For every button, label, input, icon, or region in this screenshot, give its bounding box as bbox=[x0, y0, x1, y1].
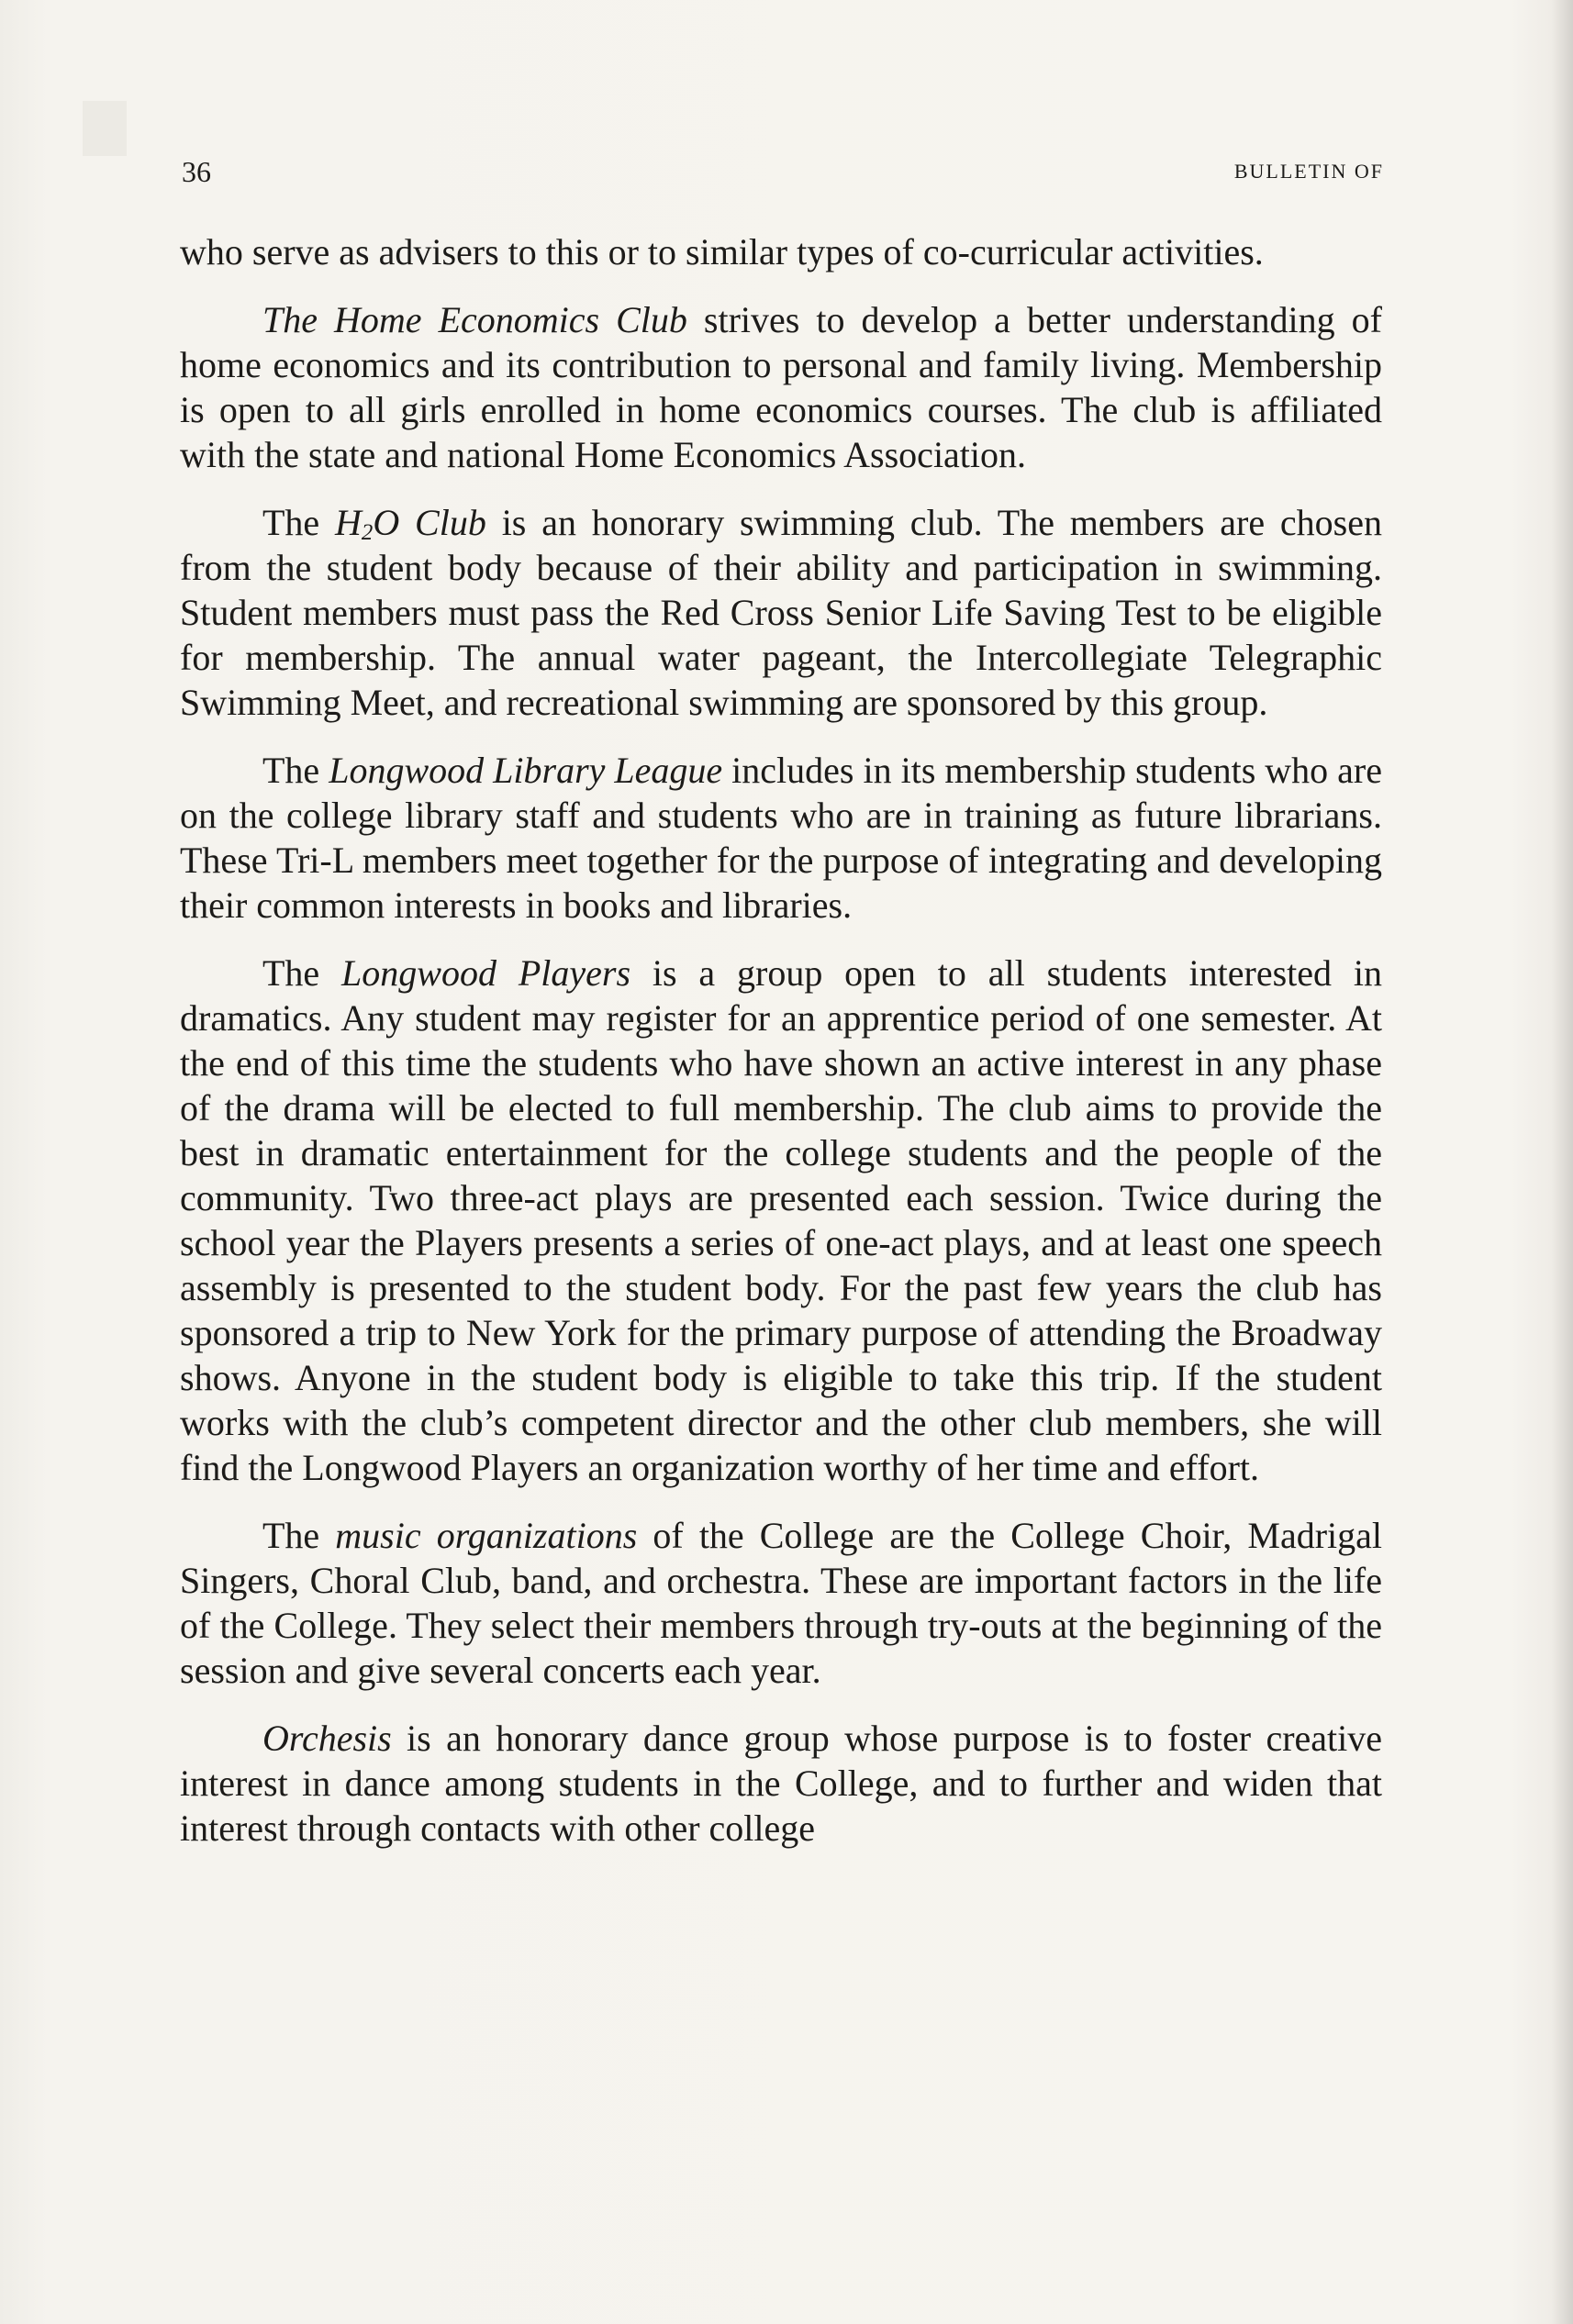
club-name: Longwood Players bbox=[341, 952, 631, 994]
paragraph-text: is an honorary dance group whose purpose is to foster creative interest in dance among students in the College, and to further and widen that interest through contacts with other college bbox=[180, 1718, 1382, 1849]
page-number: 36 bbox=[182, 155, 211, 188]
club-name: Longwood Library League bbox=[329, 750, 723, 791]
subscript: 2 bbox=[361, 519, 374, 545]
club-name: music organizations bbox=[335, 1515, 638, 1556]
paragraph-lead: The bbox=[262, 502, 336, 543]
paragraph-h2o-club bbox=[180, 500, 1382, 725]
paragraph-longwood-players bbox=[180, 951, 1382, 1490]
paragraph-text: of the College are the College Choir, Madrigal Singers, Choral Club, band, and orchestra. These are important factors in the life of the College. They select their members through try-outs at the beginning of the session and give several concerts each year. bbox=[180, 1515, 1382, 1691]
paragraph-lead: The bbox=[262, 952, 342, 994]
paragraph-text: strives to develop a better understanding of home economics and its contribution to personal and family living. Membership is open to all girls enrolled in home economics courses. The club is affiliated with the state and national Home Economics Association. bbox=[180, 299, 1382, 475]
body-text bbox=[180, 229, 1382, 1874]
club-name: Orchesis bbox=[262, 1718, 392, 1759]
paragraph-text: is an honorary swimming club. The members are chosen from the student body because of their ability and participation in swimming. Student members must pass the Red Cross Senior Life Saving Test to be eligible for membership. The annual water pageant, the Intercollegiate Telegraphic Swimming Meet, and recreational swimming are sponsored by this group. bbox=[180, 502, 1383, 723]
page-header bbox=[182, 151, 1384, 192]
paragraph-music-organizations bbox=[180, 1513, 1382, 1693]
scan-mark bbox=[83, 101, 127, 156]
paragraph-lead: The bbox=[262, 750, 329, 791]
paragraph-lead: The bbox=[262, 1515, 336, 1556]
paragraph-home-economics-club bbox=[180, 297, 1382, 477]
club-name-part: H bbox=[335, 502, 362, 543]
paragraph-continuation bbox=[180, 229, 1382, 274]
paragraph-orchesis bbox=[180, 1716, 1382, 1851]
paragraph-text: includes in its membership students who are on the college library staff and students who are in training as future librarians. These Tri-L members meet together for the purpose of integrating and developing their common interests in books and libraries. bbox=[180, 750, 1382, 926]
club-name bbox=[335, 502, 486, 543]
running-title: BULLETIN OF bbox=[1233, 160, 1384, 183]
club-name-part: O Club bbox=[373, 502, 486, 543]
paragraph-text: is a group open to all students interested in dramatics. Any student may register for an apprentice period of one semester. At the end of this time the students who have shown an active interest in any phase of the drama will be elected to full membership. The club aims to provide the best in dramatic entertainment for the college students and the people of the community. Two three-act plays are presented each session. Twice during the school year the Players presents a series of one-act plays, and at least one speech assembly is presented to the student body. For the past few years the club has sponsored a trip to New York for the primary purpose of attending the Broadway shows. Anyone in the student body is eligible to take this trip. If the student works with the club’s competent director and the other club members, she will find the Longwood Players an organization worthy of her time and effort. bbox=[180, 952, 1382, 1488]
club-name: The Home Economics Club bbox=[262, 299, 687, 340]
paragraph-text: who serve as advisers to this or to similar types of co-curricular activities. bbox=[180, 231, 1264, 272]
paragraph-longwood-library-league bbox=[180, 748, 1382, 928]
spine-shadow bbox=[1551, 0, 1573, 2324]
